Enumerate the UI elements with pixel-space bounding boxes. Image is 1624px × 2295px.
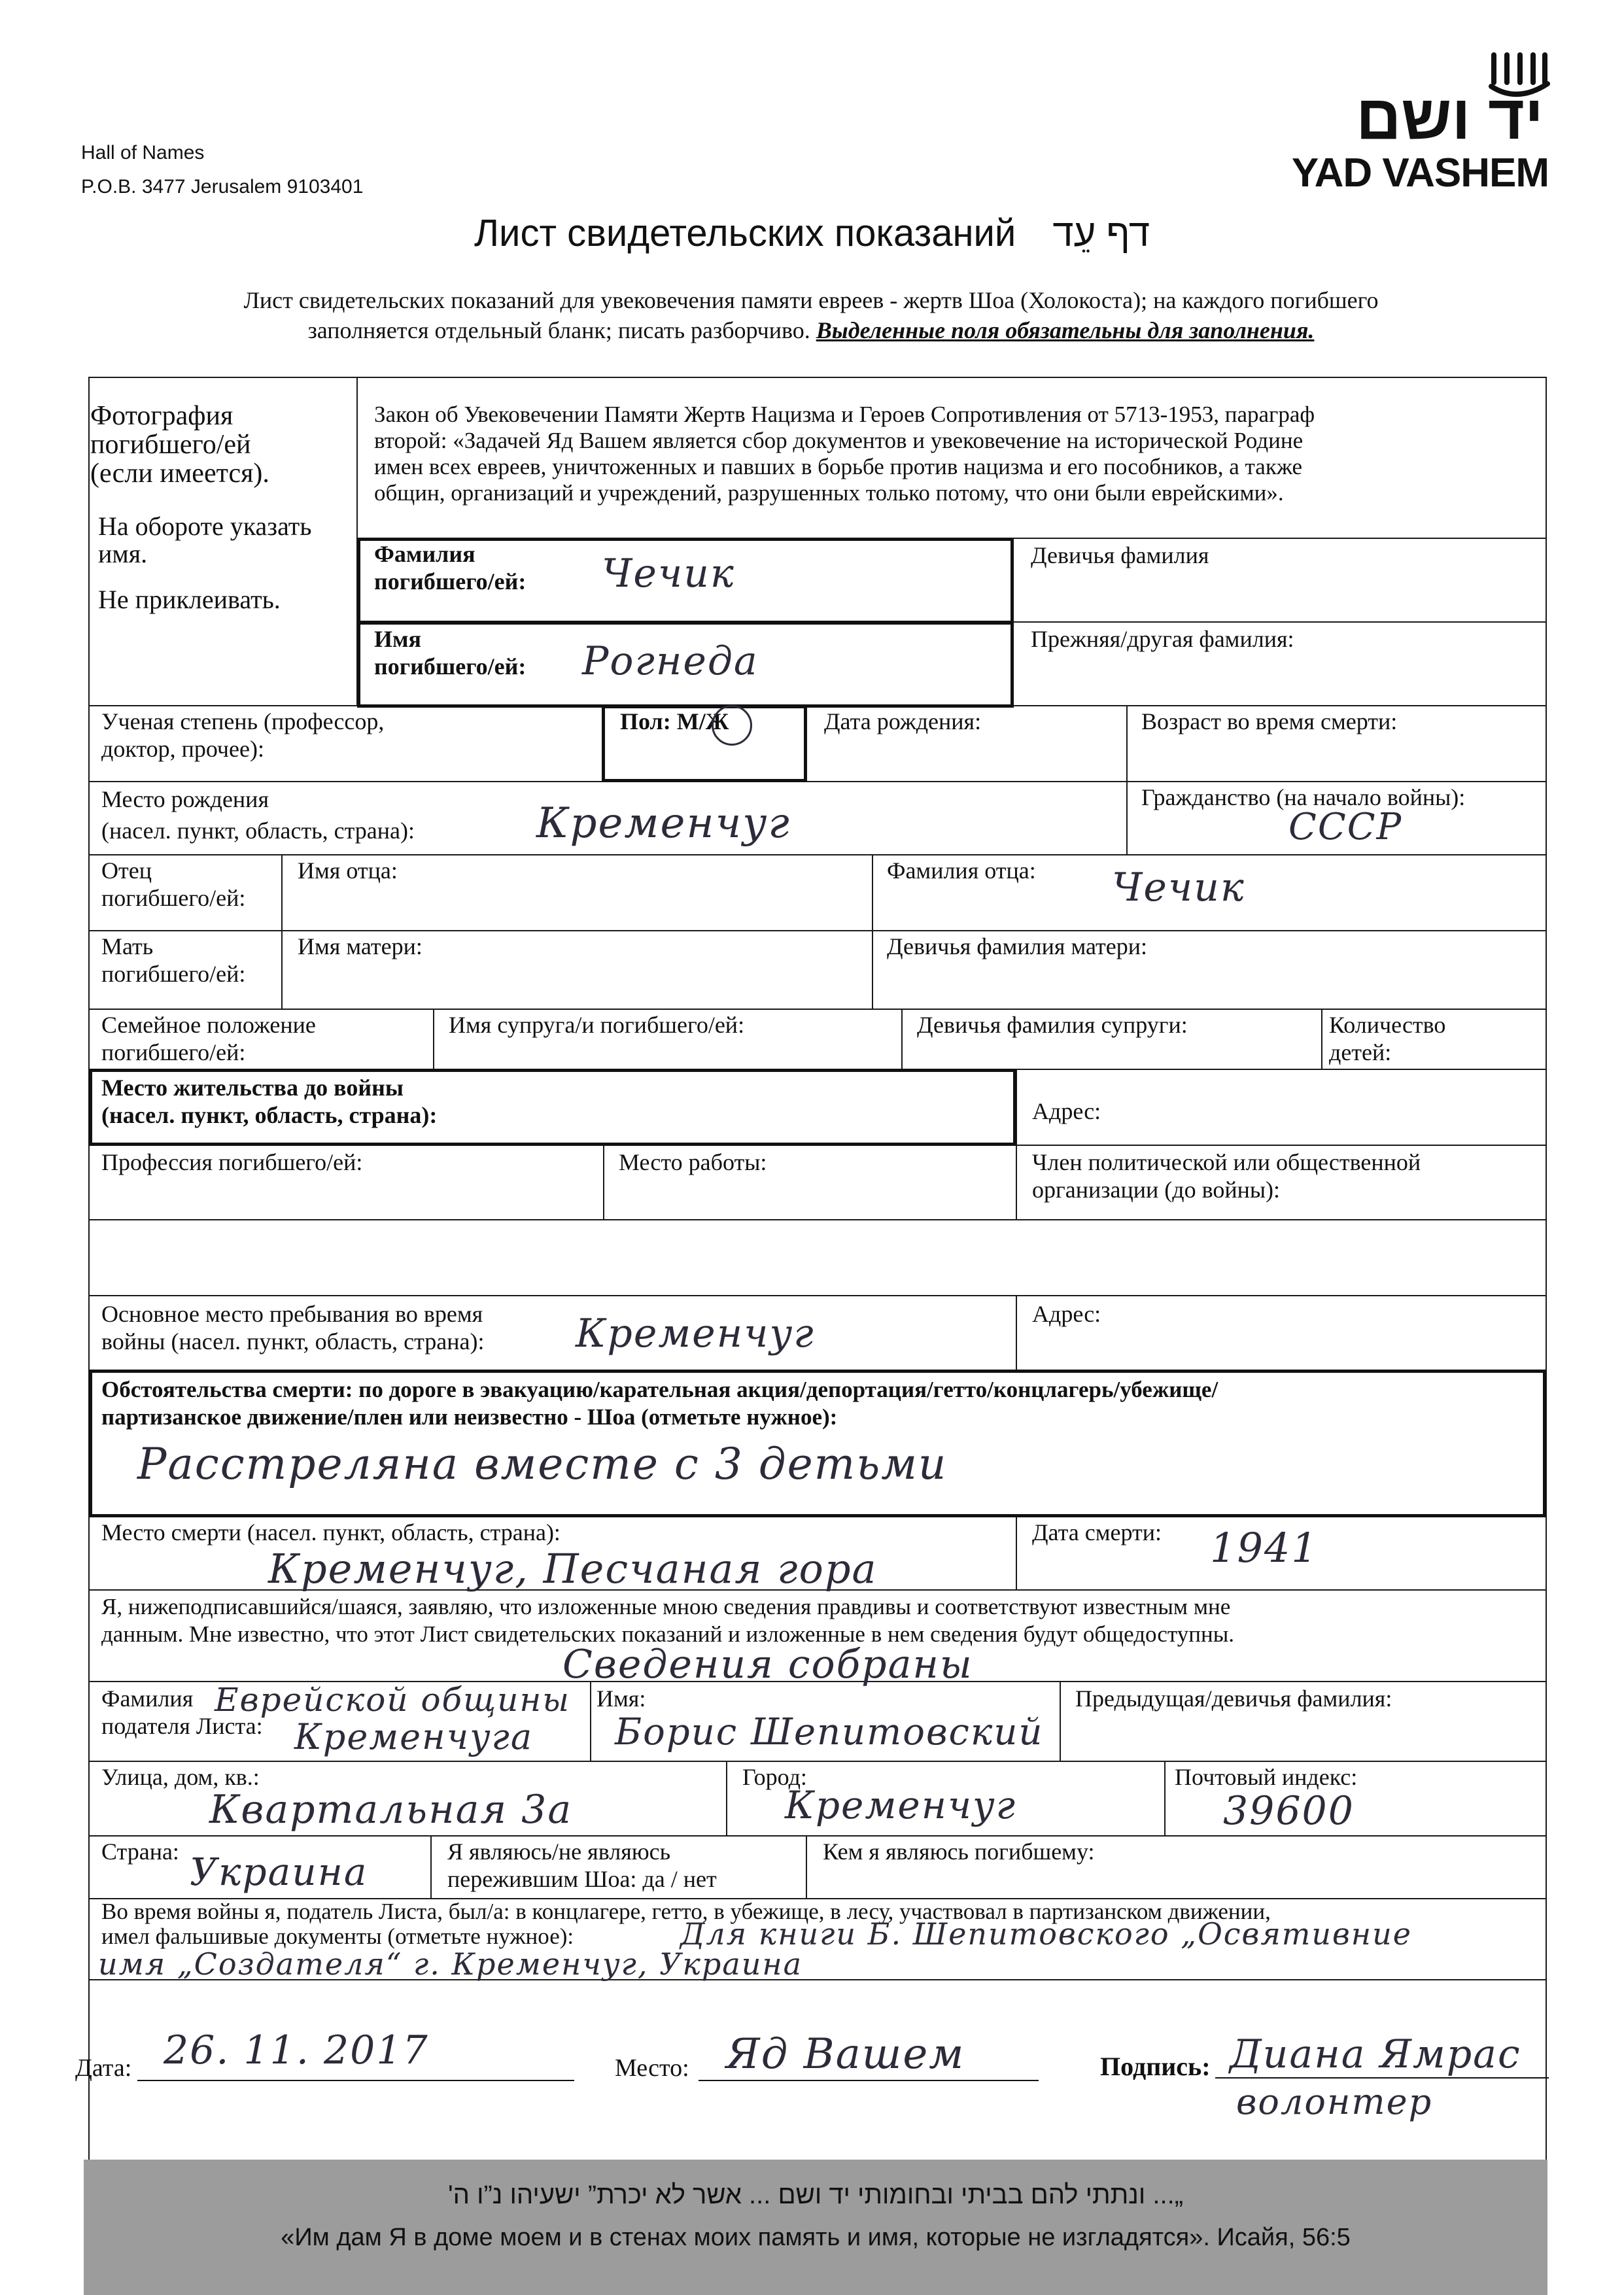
photo-label-2: погибшего/ей bbox=[90, 430, 251, 460]
declaration-line-1: Я, нижеподписавшийся/шаяся, заявляю, что изложенные мною сведения правдивы и соответствуют известным мне bbox=[101, 1594, 1231, 1619]
victim-name-label bbox=[374, 625, 526, 680]
grid-line bbox=[1016, 1516, 1017, 1591]
grid-line bbox=[901, 1009, 903, 1070]
victim-name-field[interactable]: Рогнеда bbox=[582, 638, 759, 684]
date-label: Дата: bbox=[75, 2054, 132, 2082]
grid-line bbox=[88, 377, 1547, 378]
membership-label-1: Член политической или общественной bbox=[1032, 1149, 1421, 1175]
war-info-field-2[interactable]: имя „Создателя“ г. Кременчуг, Украина bbox=[98, 1946, 803, 1982]
country-field[interactable]: Украина bbox=[190, 1850, 368, 1894]
mother-label bbox=[101, 933, 245, 988]
logo-latin: YAD VASHEM bbox=[1291, 150, 1549, 196]
grid-line bbox=[1016, 1295, 1017, 1371]
degree-label-2: доктор, прочее): bbox=[101, 736, 264, 762]
victim-surname-label bbox=[374, 540, 526, 595]
zip-field[interactable]: 39600 bbox=[1223, 1788, 1355, 1834]
citizenship-field[interactable]: СССР bbox=[1288, 806, 1403, 848]
declaration-line-2: данным. Мне известно, что этот Лист свидетельских показаний и изложенные в нем сведения будут общедоступны. bbox=[101, 1621, 1234, 1647]
death-date-field[interactable]: 1941 bbox=[1210, 1524, 1319, 1572]
father-surname-field[interactable]: Чечик bbox=[1112, 865, 1245, 910]
photo-note-2: имя. bbox=[98, 539, 148, 568]
spouse-name-label: Имя супруга/и погибшего/ей: bbox=[449, 1012, 745, 1038]
photo-area bbox=[90, 402, 269, 488]
place-field[interactable]: Яд Вашем bbox=[726, 2030, 965, 2079]
photo-note-1: На обороте указать bbox=[98, 511, 312, 541]
spouse-maiden-label: Девичья фамилия супруги: bbox=[917, 1012, 1188, 1038]
signature-field[interactable]: Диана Ямрас bbox=[1230, 2031, 1521, 2077]
wartime-place-field[interactable]: Кременчуг bbox=[576, 1311, 815, 1356]
sex-circle-mark[interactable] bbox=[712, 705, 752, 746]
intro-line-1: Лист свидетельских показаний для увековечения памяти евреев - жертв Шоа (Холокоста); на каждого погибшего bbox=[243, 287, 1379, 313]
declaration-note: Сведения собраны bbox=[562, 1642, 973, 1687]
membership-label-2: организации (до войны): bbox=[1032, 1177, 1281, 1203]
death-circumstances-label bbox=[101, 1376, 1218, 1431]
children-label-2: детей: bbox=[1329, 1039, 1392, 1065]
photo-label-3: (если имеется). bbox=[90, 458, 269, 489]
photo-notes bbox=[98, 513, 312, 613]
birthplace-label-1: Место рождения bbox=[101, 786, 269, 812]
city-label: Город: bbox=[742, 1764, 807, 1790]
marital-status-label-1: Семейное положение bbox=[101, 1012, 316, 1038]
yad-vashem-logo bbox=[1262, 52, 1557, 196]
grid-line bbox=[1164, 1761, 1166, 1837]
father-name-label: Имя отца: bbox=[298, 857, 398, 884]
circumstances-line-2: партизанское движение/плен или неизвестно - Шоа (отметьте нужное): bbox=[101, 1404, 838, 1430]
intro-line-2-text: заполняется отдельный бланк; писать разборчиво. bbox=[307, 317, 810, 343]
law-line-3: имен всех евреев, уничтоженных и павших в борьбе против нацизма и его пособников, а также bbox=[374, 454, 1303, 479]
street-field[interactable]: Квартальная 3а bbox=[209, 1787, 573, 1833]
profession-label: Профессия погибшего/ей: bbox=[101, 1149, 363, 1175]
org-address bbox=[81, 136, 363, 204]
grid-line bbox=[88, 1219, 1547, 1220]
wartime-label-1: Основное место пребывания во время bbox=[101, 1301, 483, 1327]
relation-label: Кем я являюсь погибшему: bbox=[823, 1838, 1095, 1865]
org-name: Hall of Names bbox=[81, 142, 205, 164]
signature-underline bbox=[1215, 2077, 1549, 2079]
membership-label bbox=[1032, 1148, 1421, 1203]
victim-surname-label-1: Фамилия bbox=[374, 541, 475, 567]
zip-label: Почтовый индекс: bbox=[1175, 1764, 1358, 1790]
birthplace-label bbox=[101, 784, 415, 846]
death-date-label: Дата смерти: bbox=[1032, 1519, 1162, 1545]
workplace-label: Место работы: bbox=[619, 1149, 767, 1175]
father-label-1: Отец bbox=[101, 857, 152, 884]
submitter-surname-label-1: Фамилия bbox=[101, 1685, 194, 1712]
logo-hebrew: יד ושם bbox=[1356, 82, 1544, 152]
grid-line bbox=[1060, 1681, 1061, 1762]
grid-line bbox=[88, 781, 1547, 782]
law-line-2: второй: «Задачей Яд Вашем является сбор документов и увековечение на исторической Родине bbox=[374, 428, 1304, 453]
victim-surname-label-2: погибшего/ей: bbox=[374, 568, 527, 595]
birthdate-label: Дата рождения: bbox=[824, 708, 982, 734]
grid-line bbox=[430, 1835, 432, 1899]
survivor-label bbox=[447, 1838, 717, 1893]
survivor-label-1: Я являюсь/не являюсь bbox=[447, 1838, 671, 1865]
signature-label: Подпись: bbox=[1100, 2052, 1211, 2081]
victim-surname-field[interactable]: Чечик bbox=[602, 551, 735, 596]
date-underline bbox=[137, 2080, 574, 2081]
death-place-label: Место смерти (насел. пункт, область, страна): bbox=[101, 1519, 561, 1545]
intro-text bbox=[78, 285, 1544, 345]
victim-name-label-1: Имя bbox=[374, 626, 421, 652]
father-label bbox=[101, 857, 245, 912]
country-label: Страна: bbox=[101, 1838, 179, 1865]
submitter-surname-field-1[interactable]: Еврейской общины bbox=[215, 1681, 570, 1719]
photo-label-1: Фотография bbox=[90, 401, 233, 431]
mother-name-label: Имя матери: bbox=[298, 933, 423, 959]
birthplace-field[interactable]: Кременчуг bbox=[536, 799, 791, 848]
marital-status-label bbox=[101, 1011, 316, 1066]
submitter-name-label: Имя: bbox=[596, 1685, 646, 1712]
photo-note-3: Не приклеивать. bbox=[98, 585, 281, 614]
signature-role: волонтер bbox=[1236, 2081, 1433, 2122]
victim-name-label-2: погибшего/ей: bbox=[374, 653, 527, 680]
quote-hebrew: „... ונתתי להם בביתי ובחומותי יד ושם ... אשר לא יכרת” ישעיהו נ”ו ה' bbox=[447, 2181, 1184, 2209]
submitter-prev-label: Предыдущая/девичья фамилия: bbox=[1075, 1685, 1392, 1712]
degree-label bbox=[101, 708, 384, 763]
grid-line bbox=[88, 1761, 1547, 1762]
war-info-field-1[interactable]: Для книги Б. Шепитовского „Освятивние bbox=[680, 1916, 1412, 1952]
grid-line bbox=[590, 1681, 591, 1762]
mother-maiden-label: Девичья фамилия матери: bbox=[887, 933, 1148, 959]
quote-russian: «Им дам Я в доме моем и в стенах моих память и имя, которые не изгладятся». Исайя, 56:5 bbox=[281, 2224, 1351, 2251]
death-circumstances-field[interactable]: Расстреляна вместе с 3 детьми bbox=[137, 1439, 948, 1489]
date-field[interactable]: 26. 11. 2017 bbox=[164, 2028, 429, 2073]
citizenship-label: Гражданство (на начало войны): bbox=[1141, 784, 1466, 810]
page-title-row bbox=[0, 211, 1624, 256]
degree-label-1: Ученая степень (профессор, bbox=[101, 708, 385, 734]
submitter-surname-label-2: подателя Листа: bbox=[101, 1713, 263, 1739]
mother-label-2: погибшего/ей: bbox=[101, 961, 246, 987]
father-surname-label: Фамилия отца: bbox=[887, 857, 1036, 884]
submitter-surname-field-2[interactable]: Кременчуга bbox=[294, 1716, 534, 1757]
grid-line bbox=[726, 1761, 727, 1837]
father-label-2: погибшего/ей: bbox=[101, 885, 246, 911]
place-label: Место: bbox=[615, 2054, 689, 2082]
wartime-address-label: Адрес: bbox=[1032, 1301, 1101, 1327]
maiden-name-label: Девичья фамилия bbox=[1031, 542, 1209, 568]
marital-status-label-2: погибшего/ей: bbox=[101, 1039, 246, 1065]
street-label: Улица, дом, кв.: bbox=[101, 1764, 260, 1790]
grid-line bbox=[603, 1145, 604, 1220]
law-line-1: Закон об Увековечении Памяти Жертв Нацизма и Героев Сопротивления от 5713-1953, параграф bbox=[374, 402, 1315, 427]
org-po-box: P.O.B. 3477 Jerusalem 9103401 bbox=[81, 176, 364, 198]
survivor-label-2: пережившим Шоа: да / нет bbox=[447, 1866, 717, 1892]
law-text bbox=[374, 402, 1315, 506]
grid-line bbox=[1126, 705, 1128, 855]
grid-line bbox=[806, 1835, 807, 1899]
quote-banner bbox=[84, 2160, 1547, 2295]
intro-required-note: Выделенные поля обязательны для заполнения. bbox=[816, 317, 1315, 343]
law-line-4: общин, организаций и учреждений, разрушенных только потому, что они были еврейскими». bbox=[374, 480, 1284, 506]
page-title-hebrew: דף עֵד bbox=[1052, 212, 1150, 254]
place-underline bbox=[699, 2080, 1039, 2081]
residence-label-1: Место жительства до войны bbox=[101, 1075, 404, 1101]
city-field[interactable]: Кременчуг bbox=[785, 1783, 1016, 1827]
age-at-death-label: Возраст во время смерти: bbox=[1141, 708, 1398, 734]
grid-line bbox=[88, 1009, 1547, 1010]
death-place-field[interactable]: Кременчуг, Песчаная гора bbox=[268, 1545, 878, 1593]
declaration-text bbox=[101, 1593, 1234, 1648]
grid-line bbox=[88, 1295, 1547, 1296]
grid-line bbox=[88, 1835, 1547, 1837]
grid-line bbox=[281, 854, 283, 1010]
children-label-1: Количество bbox=[1329, 1012, 1446, 1038]
grid-line bbox=[1321, 1009, 1322, 1070]
wartime-place-label bbox=[101, 1300, 485, 1355]
circumstances-line-1: Обстоятельства смерти: по дороге в эвакуацию/карательная акция/депортация/гетто/концлагерь/убежище/ bbox=[101, 1377, 1218, 1402]
sex-label: Пол: М/Ж bbox=[620, 708, 729, 734]
grid-line bbox=[872, 854, 873, 1010]
wartime-label-2: войны (насел. пункт, область, страна): bbox=[101, 1328, 485, 1355]
residence-label-2: (насел. пункт, область, страна): bbox=[101, 1102, 438, 1128]
intro-line-2 bbox=[78, 315, 1544, 345]
grid-line bbox=[433, 1009, 434, 1070]
war-info-line-1: Во время войны я, податель Листа, был/а: в концлагере, гетто, в убежище, в лесу, участвовал в партизанском движении, bbox=[101, 1899, 1271, 1924]
birthplace-label-2: (насел. пункт, область, страна): bbox=[101, 818, 415, 844]
residence-address-label: Адрес: bbox=[1032, 1098, 1101, 1124]
war-info-line-2: имел фальшивые документы (отметьте нужное): bbox=[101, 1924, 574, 1949]
mother-label-1: Мать bbox=[101, 933, 154, 959]
grid-line bbox=[88, 854, 1547, 855]
grid-line bbox=[88, 930, 1547, 931]
page-title: Лист свидетельских показаний bbox=[474, 212, 1016, 254]
submitter-name-field[interactable]: Борис Шепитовский bbox=[615, 1711, 1044, 1753]
prev-surname-label: Прежняя/другая фамилия: bbox=[1031, 626, 1294, 652]
children-count-label bbox=[1329, 1011, 1445, 1066]
residence-label bbox=[101, 1074, 437, 1129]
